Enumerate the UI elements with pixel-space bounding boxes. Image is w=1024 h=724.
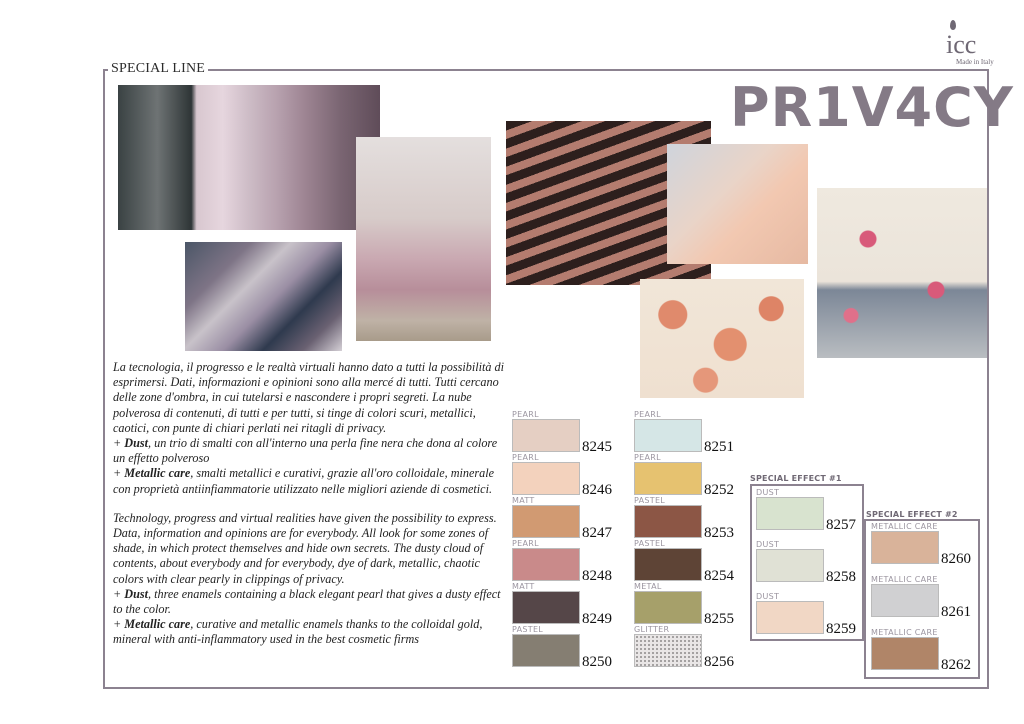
swatch-label: METALLIC CARE xyxy=(871,575,938,584)
swatch-code: 8248 xyxy=(582,568,612,584)
english-paragraph: Technology, progress and virtual realities have given the possibility to express. Data, information and opinions are for everybody. All look for some zones of shade, in which protect themselves and hide own secrets. The dusty cloud of contents, about everybody and for everybody, dye of dark, metallic, chaotic colors with clear pearly in clippings of privacy. xyxy=(113,510,497,586)
swatch-label: PEARL xyxy=(512,410,539,419)
swatch-code: 8257 xyxy=(826,517,856,533)
swatch-8257 xyxy=(756,497,824,530)
italian-paragraph: La tecnologia, il progresso e le realtà virtuali hanno dato a tutti la possibilità di esprimersi. Dati, informazioni e opinioni sono alla mercé di tutti. Tutti cercano delle zone d'ombra, in cui tutelarsi e nascondere i propri segreti. La nube polverosa di contenuti, di tutti e per tutti, si tinge di colori scuri, metallici, caotici, con punte di chiari perlati nei ritagli di privacy. xyxy=(113,360,505,435)
floral-wallpaper-image xyxy=(817,188,987,358)
swatch-label: PASTEL xyxy=(634,496,666,505)
swatch-8255 xyxy=(634,591,702,624)
swatch-8251 xyxy=(634,419,702,452)
brand-logo xyxy=(944,18,992,66)
swatch-label: PEARL xyxy=(634,410,661,419)
special-effect-2-title: SPECIAL EFFECT #2 xyxy=(866,510,958,519)
swatch-label: DUST xyxy=(756,488,780,497)
swatch-8247 xyxy=(512,505,580,538)
swatch-8254 xyxy=(634,548,702,581)
mountain-aerial-image xyxy=(185,242,342,351)
swatch-label: METALLIC CARE xyxy=(871,522,938,531)
swatch-label: PASTEL xyxy=(512,625,544,634)
swatch-label: MATT xyxy=(512,496,535,505)
logo-drop-icon xyxy=(950,20,956,30)
swatch-8245 xyxy=(512,419,580,452)
swatch-label: PASTEL xyxy=(634,539,666,548)
swatch-8249 xyxy=(512,591,580,624)
section-label: SPECIAL LINE xyxy=(108,61,208,77)
swatch-8261 xyxy=(871,584,939,617)
swatch-code: 8262 xyxy=(941,657,971,673)
swatch-8258 xyxy=(756,549,824,582)
swatch-code: 8256 xyxy=(704,654,734,670)
swatch-code: 8255 xyxy=(704,611,734,627)
english-metal-line: + Metallic care, curative and metallic enamels thanks to the colloidal gold, mineral with anti-inflammatory used in the best cosmetic firms xyxy=(113,617,483,647)
swatch-8250 xyxy=(512,634,580,667)
swatch-label: METALLIC CARE xyxy=(871,628,938,637)
swatch-label: DUST xyxy=(756,540,780,549)
logo-text: icc xyxy=(946,30,977,59)
swatch-8246 xyxy=(512,462,580,495)
swatch-8262 xyxy=(871,637,939,670)
page-title: PR1V4CY xyxy=(730,76,1014,139)
swatch-label: MATT xyxy=(512,582,535,591)
special-effect-1-title: SPECIAL EFFECT #1 xyxy=(750,474,842,483)
swatch-code: 8261 xyxy=(941,604,971,620)
swatch-code: 8254 xyxy=(704,568,734,584)
swatch-8259 xyxy=(756,601,824,634)
birdcage-image xyxy=(356,137,491,341)
english-dust-line: + Dust, three enamels containing a black elegant pearl that gives a dusty effect to the color. xyxy=(113,586,501,617)
swatch-code: 8258 xyxy=(826,569,856,585)
swatch-8260 xyxy=(871,531,939,564)
swatch-code: 8252 xyxy=(704,482,734,498)
swatch-label: PEARL xyxy=(512,539,539,548)
swatch-label: METAL xyxy=(634,582,662,591)
description-text xyxy=(113,360,505,648)
nails-image xyxy=(667,144,808,264)
swatch-code: 8251 xyxy=(704,439,734,455)
italian-metal-line: + Metallic care, smalti metallici e curativi, grazie all'oro colloidale, minerale con proprietà antiinfiammatorie utilizzato nelle migliori aziende di cosmetici. xyxy=(113,466,495,496)
swatch-code: 8247 xyxy=(582,525,612,541)
swatch-label: PEARL xyxy=(634,453,661,462)
swatch-code: 8249 xyxy=(582,611,612,627)
swatch-code: 8246 xyxy=(582,482,612,498)
swatch-code: 8250 xyxy=(582,654,612,670)
swatch-code: 8260 xyxy=(941,551,971,567)
swatch-label: DUST xyxy=(756,592,780,601)
swatch-8248 xyxy=(512,548,580,581)
swatch-code: 8259 xyxy=(826,621,856,637)
swatch-label: GLITTER xyxy=(634,625,670,634)
glass-panels-image xyxy=(118,85,380,230)
swatch-label: PEARL xyxy=(512,453,539,462)
swatch-8252 xyxy=(634,462,702,495)
swatch-8256 xyxy=(634,634,702,667)
italian-dust-line: + Dust, un trio di smalti con all'interno una perla fine nera che dona al colore un effetto polveroso xyxy=(113,436,498,466)
swatch-8253 xyxy=(634,505,702,538)
logo-tagline: Made in Italy xyxy=(956,58,994,66)
blossom-fabric-image xyxy=(640,279,804,398)
swatch-code: 8253 xyxy=(704,525,734,541)
swatch-code: 8245 xyxy=(582,439,612,455)
